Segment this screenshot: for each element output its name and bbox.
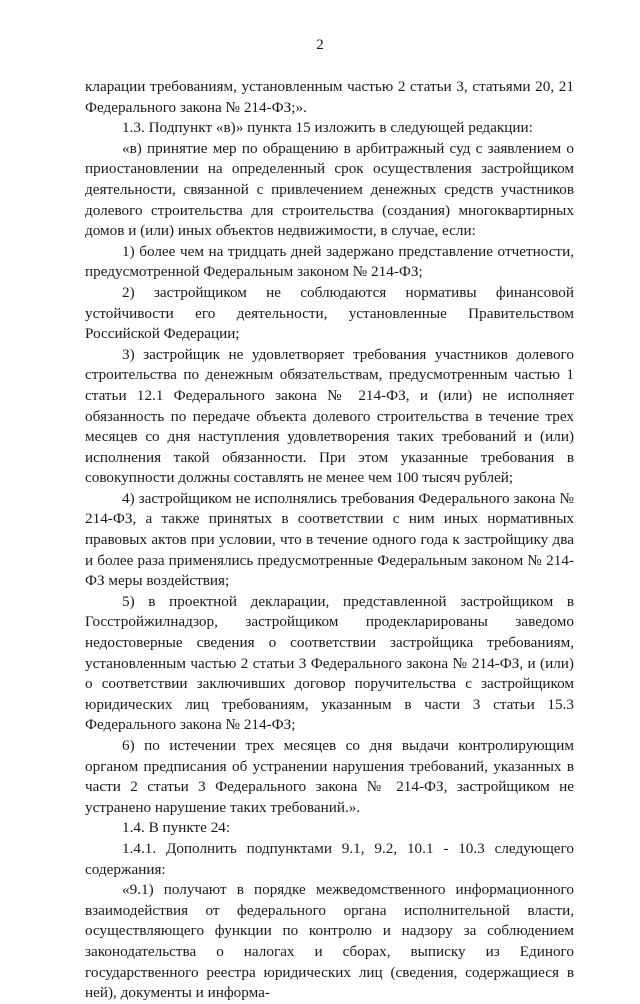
paragraph-1-3-heading: 1.3. Подпункт «в)» пункта 15 изложить в следующей редакции: [122, 119, 533, 137]
paragraph-continuation: кларации требованиям, установленным частью 2 статьи 3, статьями 20, 21 Федерального закона № 214-ФЗ;». [85, 78, 574, 116]
paragraph-item-5: 5) в проектной декларации, представленной застройщиком в Госстройжилнадзор, застройщиком продекларированы заведомо недостоверные сведения о соответствии застройщика требованиям, установленным частью 2 статьи 3 Федерального закона № 214-ФЗ, и (или) о соответствии заключивших договор поручительства с застройщиком юридических лиц требованиям, указанным в части 3 статьи 15.3 Федерального закона № 214-ФЗ; [85, 592, 574, 734]
document-body [85, 77, 574, 1004]
paragraph-item-6: 6) по истечении трех месяцев со дня выдачи контролирующим органом предписания об устранении нарушения требований, указанных в части 2 статьи 3 Федерального закона № 214-ФЗ, застройщиком не устранено нарушение таких требований.». [85, 737, 574, 816]
paragraph-item-1: 1) более чем на тридцать дней задержано представление отчетности, предусмотренной Федеральным законом № 214-ФЗ; [85, 242, 574, 281]
paragraph-item-4: 4) застройщиком не исполнялись требования Федерального закона № 214-ФЗ, а также принятых в соответствии с ним иных нормативных правовых актов при условии, что в течение одного года к застройщику два и более раза применялись предусмотренные Федеральным законом № 214-ФЗ меры воздействия; [85, 489, 574, 590]
paragraph-subclause-v: «в) принятие мер по обращению в арбитражный суд с заявлением о приостановлении на определенный срок осуществления застройщиком деятельности, связанной с привлечением денежных средств участников долевого строительства для строительства (создания) многоквартирных домов и (или) иных объектов недвижимости, в случае, если: [85, 139, 574, 240]
paragraph-item-2: 2) застройщиком не соблюдаются нормативы финансовой устойчивости его деятельности, установленные Правительством Российской Федерации; [85, 283, 574, 343]
paragraph-1-4-heading: 1.4. В пункте 24: [122, 819, 231, 837]
page-number: 2 [316, 37, 324, 53]
paragraph-1-4-1: 1.4.1. Дополнить подпунктами 9.1, 9.2, 10.1 - 10.3 следующего содержания: [85, 839, 574, 878]
paragraph-item-9-1: «9.1) получают в порядке межведомственного информационного взаимодействия от федерального органа исполнительной власти, осуществляющего функции по контролю и надзору за соблюдением законодательства о налогах и сборах, выписку из Единого государственного реестра юридических лиц (сведения, содержащиеся в ней), документы и информа- [85, 881, 574, 1002]
paragraph-item-3: 3) застройщик не удовлетворяет требования участников долевого строительства по денежным обязательствам, предусмотренным частью 1 статьи 12.1 Федерального закона № 214-ФЗ, и (или) не исполняет обязанность по передаче объекта долевого строительства в течение трех месяцев со дня наступления удовлетворения таких требований и (или) исполнения такой обязанности. При этом указанные требования в совокупности должны составлять не менее чем 100 тысяч рублей; [85, 345, 574, 487]
